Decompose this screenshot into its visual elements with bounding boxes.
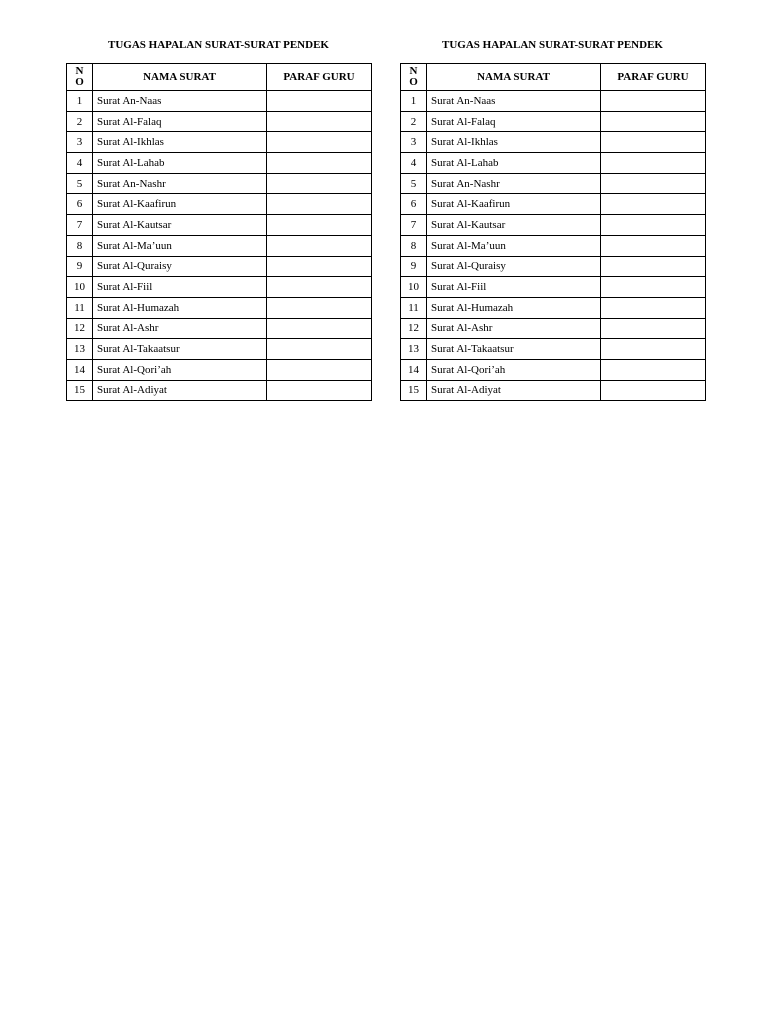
row-number: 8: [67, 235, 93, 256]
paraf-guru-cell[interactable]: [267, 215, 372, 236]
row-number: 4: [401, 153, 427, 174]
row-number: 6: [67, 194, 93, 215]
table-row: [67, 380, 372, 401]
row-number: 13: [67, 339, 93, 360]
paraf-guru-cell[interactable]: [601, 132, 706, 153]
table-row: [67, 91, 372, 112]
surah-name: Surat Al-Ma’uun: [427, 235, 601, 256]
paraf-guru-cell[interactable]: [267, 318, 372, 339]
hafalan-sheet-left: [66, 38, 371, 401]
paraf-guru-cell[interactable]: [267, 153, 372, 174]
paraf-guru-cell[interactable]: [601, 215, 706, 236]
surah-name: Surat An-Naas: [427, 91, 601, 112]
paraf-guru-cell[interactable]: [601, 91, 706, 112]
surah-name: Surat Al-Adiyat: [427, 380, 601, 401]
table-row: [67, 359, 372, 380]
paraf-guru-cell[interactable]: [601, 111, 706, 132]
table-row: [67, 235, 372, 256]
table-row: [67, 194, 372, 215]
table-row: [401, 173, 706, 194]
surah-name: Surat Al-Ma’uun: [93, 235, 267, 256]
row-number: 5: [401, 173, 427, 194]
surah-name: Surat Al-Takaatsur: [93, 339, 267, 360]
table-row: [401, 194, 706, 215]
surah-name: Surat Al-Ashr: [427, 318, 601, 339]
table-header-row: [67, 64, 372, 91]
paraf-guru-cell[interactable]: [267, 111, 372, 132]
paraf-guru-cell[interactable]: [601, 359, 706, 380]
paraf-guru-cell[interactable]: [267, 380, 372, 401]
table-row: [67, 256, 372, 277]
row-number: 7: [67, 215, 93, 236]
hafalan-sheet-right: [400, 38, 705, 401]
table-row: [401, 359, 706, 380]
surah-name: Surat Al-Ikhlas: [427, 132, 601, 153]
row-number: 12: [401, 318, 427, 339]
surah-name: Surat Al-Humazah: [93, 297, 267, 318]
table-row: [401, 277, 706, 298]
surah-name: Surat Al-Lahab: [427, 153, 601, 174]
row-number: 14: [67, 359, 93, 380]
row-number: 15: [67, 380, 93, 401]
header-no: NO: [67, 64, 93, 91]
row-number: 10: [401, 277, 427, 298]
row-number: 13: [401, 339, 427, 360]
surah-name: Surat Al-Kaafirun: [93, 194, 267, 215]
surah-name: Surat Al-Fiil: [427, 277, 601, 298]
table-row: [401, 339, 706, 360]
row-number: 7: [401, 215, 427, 236]
row-number: 8: [401, 235, 427, 256]
paraf-guru-cell[interactable]: [267, 132, 372, 153]
paraf-guru-cell[interactable]: [601, 318, 706, 339]
paraf-guru-cell[interactable]: [267, 91, 372, 112]
surah-name: Surat Al-Falaq: [93, 111, 267, 132]
paraf-guru-cell[interactable]: [267, 235, 372, 256]
row-number: 15: [401, 380, 427, 401]
table-row: [401, 256, 706, 277]
header-paraf-guru: PARAF GURU: [267, 64, 372, 91]
row-number: 11: [67, 297, 93, 318]
header-paraf-guru: PARAF GURU: [601, 64, 706, 91]
surah-name: Surat Al-Lahab: [93, 153, 267, 174]
row-number: 10: [67, 277, 93, 298]
table-row: [401, 318, 706, 339]
paraf-guru-cell[interactable]: [267, 359, 372, 380]
row-number: 9: [67, 256, 93, 277]
surah-name: Surat Al-Adiyat: [93, 380, 267, 401]
surah-name: Surat Al-Kautsar: [93, 215, 267, 236]
paraf-guru-cell[interactable]: [601, 339, 706, 360]
paraf-guru-cell[interactable]: [601, 380, 706, 401]
table-row: [401, 297, 706, 318]
surah-name: Surat Al-Quraisy: [427, 256, 601, 277]
sheet-title: TUGAS HAPALAN SURAT-SURAT PENDEK: [108, 39, 329, 51]
row-number: 3: [67, 132, 93, 153]
row-number: 6: [401, 194, 427, 215]
surah-name: Surat Al-Quraisy: [93, 256, 267, 277]
surah-name: Surat Al-Ikhlas: [93, 132, 267, 153]
table-row: [401, 111, 706, 132]
surah-name: Surat An-Nashr: [427, 173, 601, 194]
table-row: [401, 153, 706, 174]
table-row: [401, 380, 706, 401]
table-row: [67, 215, 372, 236]
table-row: [67, 132, 372, 153]
paraf-guru-cell[interactable]: [601, 235, 706, 256]
paraf-guru-cell[interactable]: [601, 277, 706, 298]
row-number: 4: [67, 153, 93, 174]
table-row: [67, 277, 372, 298]
header-nama-surat: NAMA SURAT: [93, 64, 267, 91]
row-number: 5: [67, 173, 93, 194]
table-row: [401, 132, 706, 153]
paraf-guru-cell[interactable]: [267, 194, 372, 215]
paraf-guru-cell[interactable]: [601, 194, 706, 215]
surah-name: Surat Al-Qori’ah: [93, 359, 267, 380]
surah-name: Surat An-Naas: [93, 91, 267, 112]
row-number: 1: [401, 91, 427, 112]
table-row: [401, 215, 706, 236]
hafalan-table: [400, 63, 706, 401]
surah-name: Surat An-Nashr: [93, 173, 267, 194]
surah-name: Surat Al-Kautsar: [427, 215, 601, 236]
table-row: [67, 297, 372, 318]
header-nama-surat: NAMA SURAT: [427, 64, 601, 91]
surah-name: Surat Al-Humazah: [427, 297, 601, 318]
table-row: [401, 91, 706, 112]
paraf-guru-cell[interactable]: [601, 173, 706, 194]
surah-name: Surat Al-Takaatsur: [427, 339, 601, 360]
paraf-guru-cell[interactable]: [267, 339, 372, 360]
row-number: 2: [67, 111, 93, 132]
paraf-guru-cell[interactable]: [267, 297, 372, 318]
row-number: 14: [401, 359, 427, 380]
surah-name: Surat Al-Fiil: [93, 277, 267, 298]
sheet-title: TUGAS HAPALAN SURAT-SURAT PENDEK: [442, 39, 663, 51]
surah-name: Surat Al-Kaafirun: [427, 194, 601, 215]
surah-name: Surat Al-Qori’ah: [427, 359, 601, 380]
paraf-guru-cell[interactable]: [601, 256, 706, 277]
paraf-guru-cell[interactable]: [267, 256, 372, 277]
table-row: [401, 235, 706, 256]
row-number: 9: [401, 256, 427, 277]
row-number: 1: [67, 91, 93, 112]
header-no: NO: [401, 64, 427, 91]
paraf-guru-cell[interactable]: [267, 277, 372, 298]
surah-name: Surat Al-Ashr: [93, 318, 267, 339]
table-row: [67, 318, 372, 339]
row-number: 3: [401, 132, 427, 153]
row-number: 2: [401, 111, 427, 132]
table-header-row: [401, 64, 706, 91]
paraf-guru-cell[interactable]: [601, 153, 706, 174]
row-number: 12: [67, 318, 93, 339]
row-number: 11: [401, 297, 427, 318]
paraf-guru-cell[interactable]: [267, 173, 372, 194]
table-row: [67, 111, 372, 132]
table-row: [67, 153, 372, 174]
table-row: [67, 173, 372, 194]
table-row: [67, 339, 372, 360]
paraf-guru-cell[interactable]: [601, 297, 706, 318]
hafalan-table: [66, 63, 372, 401]
surah-name: Surat Al-Falaq: [427, 111, 601, 132]
